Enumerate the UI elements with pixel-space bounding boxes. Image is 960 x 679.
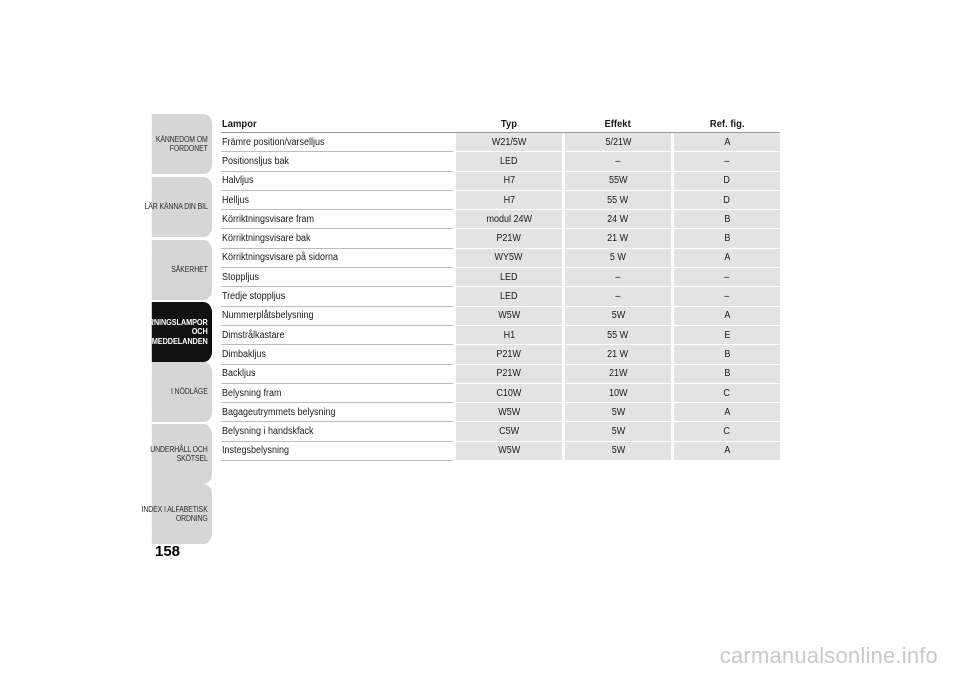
column-header-ref-fig: Ref. fig. <box>674 115 780 133</box>
cell-lamp-name: Belysning fram <box>221 384 453 403</box>
cell-effekt: 5W <box>565 403 671 422</box>
tab-label-line: SKÖTSEL <box>176 454 208 463</box>
cell-lamp-name: Bagageutrymmets belysning <box>221 403 453 422</box>
cell-ref-fig: A <box>674 307 780 326</box>
cell-ref-fig: C <box>674 422 780 441</box>
tab-label-line: INDEX I ALFABETISK <box>141 504 208 514</box>
table-row <box>221 422 781 441</box>
cell-typ: P21W <box>456 229 562 248</box>
table-row <box>221 442 781 461</box>
cell-typ: W5W <box>456 403 562 422</box>
tab-label-line: KÄNNEDOM OM <box>155 134 208 144</box>
table-row <box>221 249 781 268</box>
tab-label-line: MEDDELANDEN <box>151 335 208 346</box>
cell-ref-fig: B <box>674 229 780 248</box>
cell-ref-fig: – <box>674 268 780 287</box>
cell-typ: LED <box>456 287 562 306</box>
lamp-table <box>221 115 781 461</box>
cell-effekt: 55 W <box>565 326 671 345</box>
cell-effekt: 5W <box>565 307 671 326</box>
cell-typ: C10W <box>456 384 562 403</box>
tab-i-nodlage[interactable] <box>152 362 212 422</box>
cell-typ: C5W <box>456 422 562 441</box>
cell-typ: P21W <box>456 365 562 384</box>
tab-label-line: UNDERHÅLL OCH <box>150 444 208 454</box>
cell-lamp-name: Helljus <box>221 191 453 210</box>
page-number: 158 <box>155 543 181 560</box>
table-row <box>221 268 781 287</box>
table-row <box>221 403 781 422</box>
tab-label-line: ORDNING <box>175 514 208 523</box>
cell-typ: H1 <box>456 326 562 345</box>
table-row <box>221 307 781 326</box>
cell-effekt: 21 W <box>565 229 671 248</box>
cell-effekt: 21W <box>565 365 671 384</box>
cell-lamp-name: Belysning i handskfack <box>221 422 453 441</box>
table-row <box>221 345 781 364</box>
cell-lamp-name: Tredje stoppljus <box>221 287 453 306</box>
table-row <box>221 191 781 210</box>
table-row <box>221 384 781 403</box>
table-row <box>221 152 781 171</box>
cell-lamp-name: Körriktningsvisare fram <box>221 210 453 229</box>
table-row <box>221 229 781 248</box>
cell-typ: modul 24W <box>456 210 562 229</box>
cell-lamp-name: Backljus <box>221 365 453 384</box>
tab-label-line: I NÖDLÄGE <box>171 387 208 397</box>
cell-ref-fig: A <box>674 442 780 461</box>
tab-label-line: VARNINGSLAMPOR <box>139 316 208 327</box>
cell-lamp-name: Nummerplåtsbelysning <box>221 307 453 326</box>
cell-effekt: 55W <box>565 172 671 191</box>
table-row <box>221 133 781 152</box>
cell-ref-fig: C <box>674 384 780 403</box>
table-row <box>221 210 781 229</box>
cell-typ: W5W <box>456 442 562 461</box>
cell-ref-fig: A <box>674 403 780 422</box>
cell-lamp-name: Stoppljus <box>221 268 453 287</box>
tab-sakerhet[interactable] <box>152 240 212 300</box>
tab-label-line: SÄKERHET <box>171 265 208 275</box>
column-header-lampor: Lampor <box>221 115 453 133</box>
column-header-typ: Typ <box>456 115 562 133</box>
cell-effekt: 5 W <box>565 249 671 268</box>
cell-lamp-name: Körriktningsvisare på sidorna <box>221 249 453 268</box>
tab-label-line: FORDONET <box>169 144 208 153</box>
cell-ref-fig: B <box>674 365 780 384</box>
cell-ref-fig: D <box>674 191 780 210</box>
cell-typ: P21W <box>456 345 562 364</box>
table-row <box>221 326 781 345</box>
cell-typ: LED <box>456 152 562 171</box>
cell-ref-fig: E <box>674 326 780 345</box>
cell-ref-fig: B <box>674 210 780 229</box>
cell-lamp-name: Främre position/varselljus <box>221 133 453 152</box>
cell-ref-fig: D <box>674 172 780 191</box>
cell-typ: LED <box>456 268 562 287</box>
table-row <box>221 287 781 306</box>
table-row <box>221 172 781 191</box>
cell-typ: H7 <box>456 172 562 191</box>
cell-typ: H7 <box>456 191 562 210</box>
tab-lar-kanna-din-bil[interactable] <box>144 177 212 237</box>
cell-effekt: 24 W <box>565 210 671 229</box>
table-row <box>221 365 781 384</box>
cell-effekt: 5/21W <box>565 133 671 152</box>
cell-lamp-name: Instegsbelysning <box>221 442 453 461</box>
cell-lamp-name: Halvljus <box>221 172 453 191</box>
cell-effekt: – <box>565 268 671 287</box>
cell-typ: W21/5W <box>456 133 562 152</box>
cell-ref-fig: A <box>674 249 780 268</box>
tab-underhall-och-skotsel[interactable] <box>152 424 212 484</box>
cell-lamp-name: Dimstrålkastare <box>221 326 453 345</box>
table-body <box>221 133 781 461</box>
cell-effekt: 5W <box>565 422 671 441</box>
cell-effekt: 10W <box>565 384 671 403</box>
tab-kannedom-om-fordonet[interactable] <box>152 114 212 174</box>
tab-label-line: LÄR KÄNNA DIN BIL <box>144 202 208 212</box>
cell-lamp-name: Dimbakljus <box>221 345 453 364</box>
watermark-text: carmanualsonline.info <box>719 643 938 668</box>
cell-ref-fig: – <box>674 287 780 306</box>
cell-effekt: 55 W <box>565 191 671 210</box>
cell-ref-fig: B <box>674 345 780 364</box>
cell-effekt: 21 W <box>565 345 671 364</box>
tab-varningslampor-och-meddelanden[interactable] <box>139 302 212 362</box>
tab-label-line: OCH <box>191 326 208 337</box>
column-header-effekt: Effekt <box>565 115 671 133</box>
cell-effekt: – <box>565 152 671 171</box>
table-header-row <box>221 115 781 133</box>
cell-lamp-name: Positionsljus bak <box>221 152 453 171</box>
cell-typ: WY5W <box>456 249 562 268</box>
tab-index-i-alfabetisk-ordning[interactable] <box>141 484 212 544</box>
cell-lamp-name: Körriktningsvisare bak <box>221 229 453 248</box>
cell-ref-fig: – <box>674 152 780 171</box>
cell-ref-fig: A <box>674 133 780 152</box>
cell-effekt: 5W <box>565 442 671 461</box>
cell-effekt: – <box>565 287 671 306</box>
cell-typ: W5W <box>456 307 562 326</box>
